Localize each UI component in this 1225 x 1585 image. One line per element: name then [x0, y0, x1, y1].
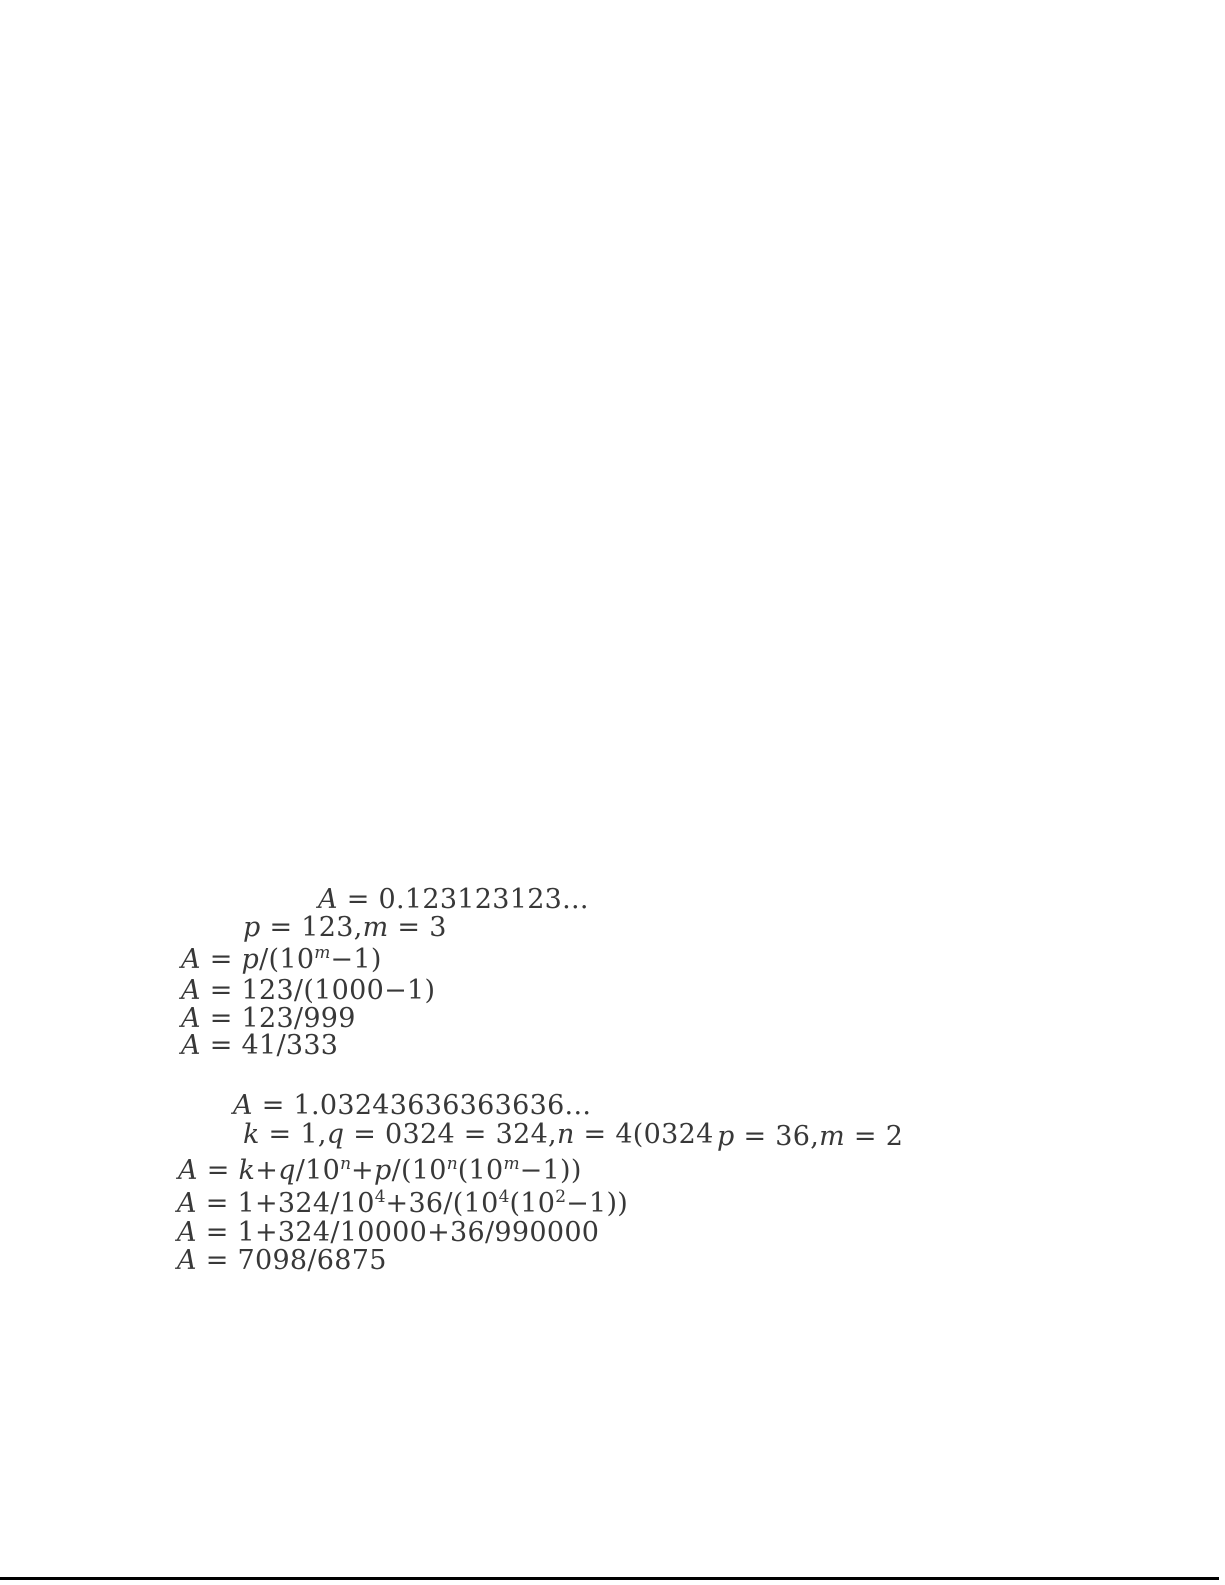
eq1-formula: $A = p/(10^m-1)$	[181, 943, 382, 975]
eq1-substitution: A = 123/(1000−1)	[181, 975, 436, 1006]
eq1-result: A = 41/333	[181, 1030, 339, 1061]
eq1-parameters: p = 123,m = 3	[243, 912, 447, 943]
eq2-parameters	[243, 1119, 904, 1152]
eq2-given-decimal: A = 1.03243636363636...	[233, 1090, 592, 1121]
eq1-given-decimal: A = 0.123123123...	[318, 884, 589, 915]
bottom-rule	[0, 1577, 1219, 1580]
eq2-expanded: A = 1+324/10000+36/990000	[177, 1217, 600, 1248]
eq2-substitution: $A = 1+324/10^4+36/(10^4(10^2-1))$	[177, 1187, 629, 1219]
eq2-parameters-left: k = 1,q = 0324 = 324,n = 4(0324	[243, 1119, 714, 1150]
eq2-result: A = 7098/6875	[177, 1245, 387, 1276]
eq2-formula: $A = k+q/10^n+p/(10^n(10^m-1))$	[178, 1154, 582, 1186]
eq1-simplified: A = 123/999	[181, 1003, 356, 1034]
eq2-parameters-right: p = 36,m = 2	[717, 1121, 904, 1152]
